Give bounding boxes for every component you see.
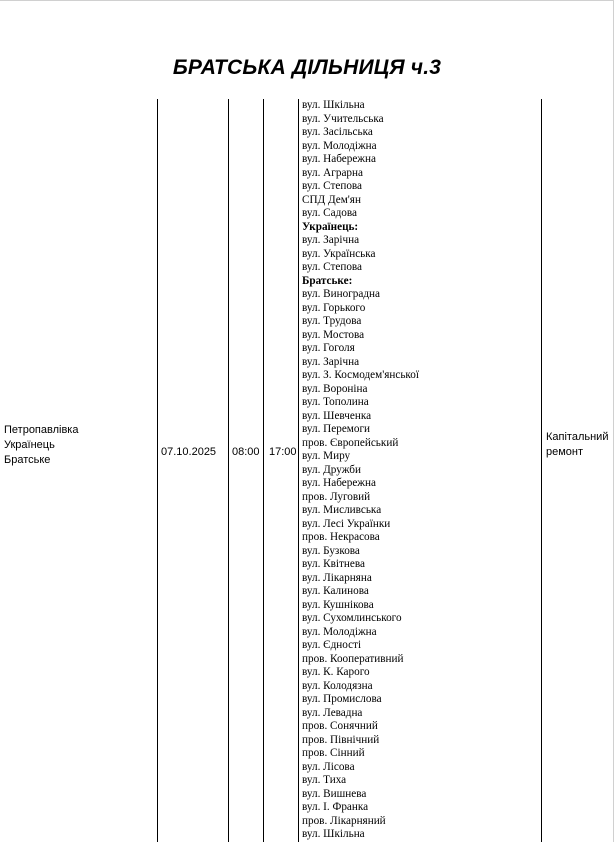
street-item: вул. Калинова [302, 585, 369, 597]
street-item: пров. Сінний [302, 747, 365, 759]
street-item: вул. Тиха [302, 774, 347, 786]
street-item: вул. Шевченка [302, 409, 372, 422]
street-item: вул. Набережна [302, 477, 376, 489]
streets-list [302, 99, 540, 842]
street-item: пров. Північний [302, 733, 380, 746]
street-item: пров. Некрасова [302, 531, 380, 543]
street-group-heading: Українець: [302, 220, 359, 233]
street-item: вул. Молодіжна [302, 139, 377, 152]
table-column-divider [298, 99, 299, 842]
table-column-divider [228, 99, 229, 842]
street-item: вул. Виноградна [302, 288, 381, 300]
settlement-name: Петропавлівка [4, 424, 79, 436]
table-column-divider [541, 99, 542, 842]
street-item: пров. Європейський [302, 436, 399, 449]
street-item: вул. Кушнікова [302, 598, 374, 611]
top-border [0, 0, 614, 1]
street-item: вул. Степова [302, 261, 363, 273]
street-item: вул. Єдності [302, 639, 362, 651]
street-item: СПД Дем'ян [302, 193, 361, 206]
street-item: вул. Учительська [302, 112, 384, 125]
street-item: вул. Зарічна [302, 234, 360, 246]
street-item: вул. Садова [302, 207, 357, 219]
street-item: вул. Мисливська [302, 504, 382, 516]
time-from-cell: 08:00 [232, 446, 260, 458]
settlement-name: Українець [4, 439, 55, 451]
street-item: вул. І. Франка [302, 801, 369, 813]
street-item: вул. Молодіжна [302, 625, 377, 638]
street-group-heading: Братське: [302, 274, 353, 287]
table-column-divider [157, 99, 158, 842]
street-item: вул. Гоголя [302, 342, 355, 354]
date-cell: 07.10.2025 [161, 446, 217, 458]
street-item: вул. Горького [302, 301, 366, 314]
street-item: вул. Засільська [302, 126, 373, 138]
street-item: вул. Зарічна [302, 355, 360, 368]
street-item: вул. Сухомлинського [302, 612, 402, 624]
street-item: пров. Сонячний [302, 720, 378, 732]
street-item: вул. К. Карого [302, 666, 370, 678]
settlement-name: Братське [4, 454, 51, 466]
reason-cell: Капітальний ремонт [546, 431, 609, 458]
street-item: вул. Квітнева [302, 558, 365, 570]
street-item: вул. Тополина [302, 396, 369, 408]
street-item: пров. Лікарняний [302, 814, 386, 827]
street-item: вул. Вишнева [302, 787, 367, 800]
street-item: вул. Левадна [302, 706, 363, 719]
street-item: вул. Лесі Українки [302, 517, 391, 530]
street-item: вул. Вороніна [302, 382, 368, 395]
street-item: вул. Трудова [302, 315, 362, 327]
street-item: вул. Перемоги [302, 423, 371, 435]
street-item: вул. Степова [302, 180, 363, 192]
street-item: вул. Лісова [302, 760, 355, 773]
street-item: вул. Набережна [302, 153, 376, 165]
street-item: вул. Колодязна [302, 679, 373, 692]
street-item: вул. Дружби [302, 463, 361, 476]
street-item: вул. Лікарняна [302, 571, 372, 584]
street-item: вул. Бузкова [302, 544, 360, 557]
street-item: вул. Миру [302, 450, 351, 462]
table-column-divider [263, 99, 264, 842]
street-item: вул. Українська [302, 247, 376, 260]
street-item: вул. Аграрна [302, 166, 363, 179]
street-item: вул. З. Космодем'янської [302, 369, 419, 381]
street-item: вул. Шкільна [302, 828, 365, 840]
street-item: пров. Кооперативний [302, 652, 404, 665]
street-item: вул. Промислова [302, 693, 382, 705]
page-title: БРАТСЬКА ДІЛЬНИЦЯ ч.3 [172, 56, 442, 79]
street-item: вул. Шкільна [302, 99, 365, 111]
street-item: пров. Луговий [302, 490, 371, 503]
time-to-cell: 17:00 [269, 446, 297, 458]
settlements-cell [4, 423, 154, 468]
street-item: вул. Мостова [302, 328, 365, 341]
